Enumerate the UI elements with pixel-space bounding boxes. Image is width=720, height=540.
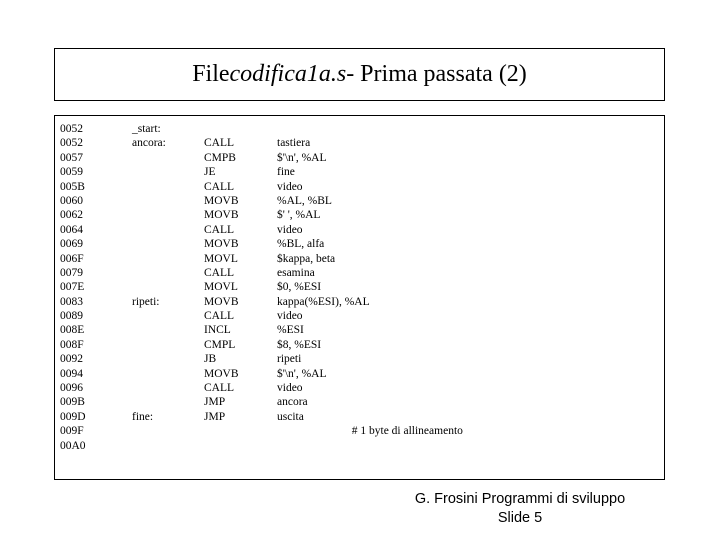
line-opcode: JMP — [204, 396, 226, 409]
opcode-column — [204, 122, 239, 453]
line-opcode: MOVL — [204, 281, 238, 294]
line-opcode — [204, 424, 239, 438]
line-operand: $'\n', %AL — [277, 367, 327, 380]
line-opcode: CALL — [204, 180, 235, 193]
line-opcode — [204, 439, 239, 453]
title-filename: codifica1a.s — [229, 61, 347, 87]
line-label — [132, 151, 166, 165]
line-address: 008E — [60, 324, 85, 337]
footer-author: G. Frosini Programmi di sviluppo — [414, 491, 626, 507]
line-label — [132, 266, 166, 280]
line-label — [132, 208, 166, 222]
line-label: fine: — [132, 410, 154, 423]
line-address: 0062 — [60, 209, 83, 222]
line-opcode: CALL — [204, 266, 235, 279]
line-label — [132, 424, 166, 438]
label-column — [132, 122, 166, 453]
title-prefix: File — [192, 61, 230, 87]
line-label — [132, 395, 166, 409]
line-operand: tastiera — [277, 137, 311, 150]
line-label — [132, 180, 166, 194]
line-operand: $'\n', %AL — [277, 151, 327, 164]
line-address: 0092 — [60, 353, 83, 366]
line-address: 005B — [60, 180, 85, 193]
line-label — [132, 309, 166, 323]
line-opcode: MOVB — [204, 238, 239, 251]
line-address: 007E — [60, 281, 85, 294]
line-label — [132, 381, 166, 395]
line-operand: video — [277, 382, 303, 395]
line-address: 009B — [60, 396, 85, 409]
line-operand: $0, %ESI — [277, 281, 322, 294]
line-label — [132, 323, 166, 337]
line-operand: kappa(%ESI), %AL — [277, 295, 370, 308]
line-opcode: CALL — [204, 310, 235, 323]
line-operand: video — [277, 180, 303, 193]
line-operand: # 1 byte di allineamento — [277, 425, 463, 438]
line-address: 008F — [60, 338, 84, 351]
line-address: 009F — [60, 425, 84, 438]
line-opcode: JMP — [204, 410, 226, 423]
line-label — [132, 194, 166, 208]
address-column — [60, 122, 86, 453]
line-operand: ripeti — [277, 353, 302, 366]
slide-title — [54, 48, 665, 101]
line-opcode: CMPL — [204, 338, 236, 351]
line-operand: fine — [277, 166, 295, 179]
line-label — [132, 165, 166, 179]
line-opcode: MOVB — [204, 194, 239, 207]
line-address: 0089 — [60, 310, 83, 323]
line-label: ancora: — [132, 137, 166, 150]
line-opcode: MOVB — [204, 209, 239, 222]
line-operand: $' ', %AL — [277, 209, 321, 222]
line-operand: %BL, alfa — [277, 238, 325, 251]
line-label: _start: — [132, 123, 161, 135]
line-opcode: CALL — [204, 382, 235, 395]
title-suffix: - Prima passata (2) — [346, 61, 527, 87]
line-label — [132, 280, 166, 294]
line-opcode: CMPB — [204, 151, 236, 164]
slide-footer — [395, 490, 645, 528]
operand-column — [277, 122, 463, 453]
code-listing — [54, 115, 665, 480]
line-opcode: MOVL — [204, 252, 238, 265]
line-address: 0069 — [60, 238, 83, 251]
line-opcode: JB — [204, 353, 217, 366]
line-label — [132, 237, 166, 251]
line-address: 009D — [60, 410, 86, 423]
line-address: 0083 — [60, 295, 83, 308]
line-operand: $8, %ESI — [277, 338, 322, 351]
line-opcode: MOVB — [204, 367, 239, 380]
footer-slide-number: Slide 5 — [497, 510, 543, 526]
line-address: 0094 — [60, 367, 83, 380]
line-operand: $kappa, beta — [277, 252, 336, 265]
line-label — [132, 338, 166, 352]
line-operand: %AL, %BL — [277, 194, 332, 207]
line-label: ripeti: — [132, 295, 160, 308]
line-operand: ancora — [277, 396, 308, 409]
line-address: 0052 — [60, 123, 83, 135]
line-label — [132, 352, 166, 366]
line-address: 0057 — [60, 151, 83, 164]
line-operand — [277, 439, 463, 453]
line-address: 0064 — [60, 223, 83, 236]
line-operand: video — [277, 310, 303, 323]
line-address: 0052 — [60, 137, 83, 150]
line-opcode: JE — [204, 166, 216, 179]
line-address: 0060 — [60, 194, 83, 207]
line-address: 0059 — [60, 166, 83, 179]
line-opcode: CALL — [204, 137, 235, 150]
line-operand — [277, 122, 463, 136]
line-operand: esamina — [277, 266, 315, 279]
line-label — [132, 252, 166, 266]
line-operand: video — [277, 223, 303, 236]
line-label — [132, 439, 166, 453]
line-opcode: CALL — [204, 223, 235, 236]
line-address: 00A0 — [60, 439, 86, 452]
line-address: 006F — [60, 252, 84, 265]
line-label — [132, 367, 166, 381]
line-opcode: MOVB — [204, 295, 239, 308]
line-address: 0079 — [60, 266, 83, 279]
line-opcode: INCL — [204, 324, 231, 337]
line-opcode — [204, 122, 239, 136]
line-operand: uscita — [277, 410, 304, 423]
line-label — [132, 223, 166, 237]
line-operand: %ESI — [277, 324, 304, 337]
line-address: 0096 — [60, 382, 83, 395]
